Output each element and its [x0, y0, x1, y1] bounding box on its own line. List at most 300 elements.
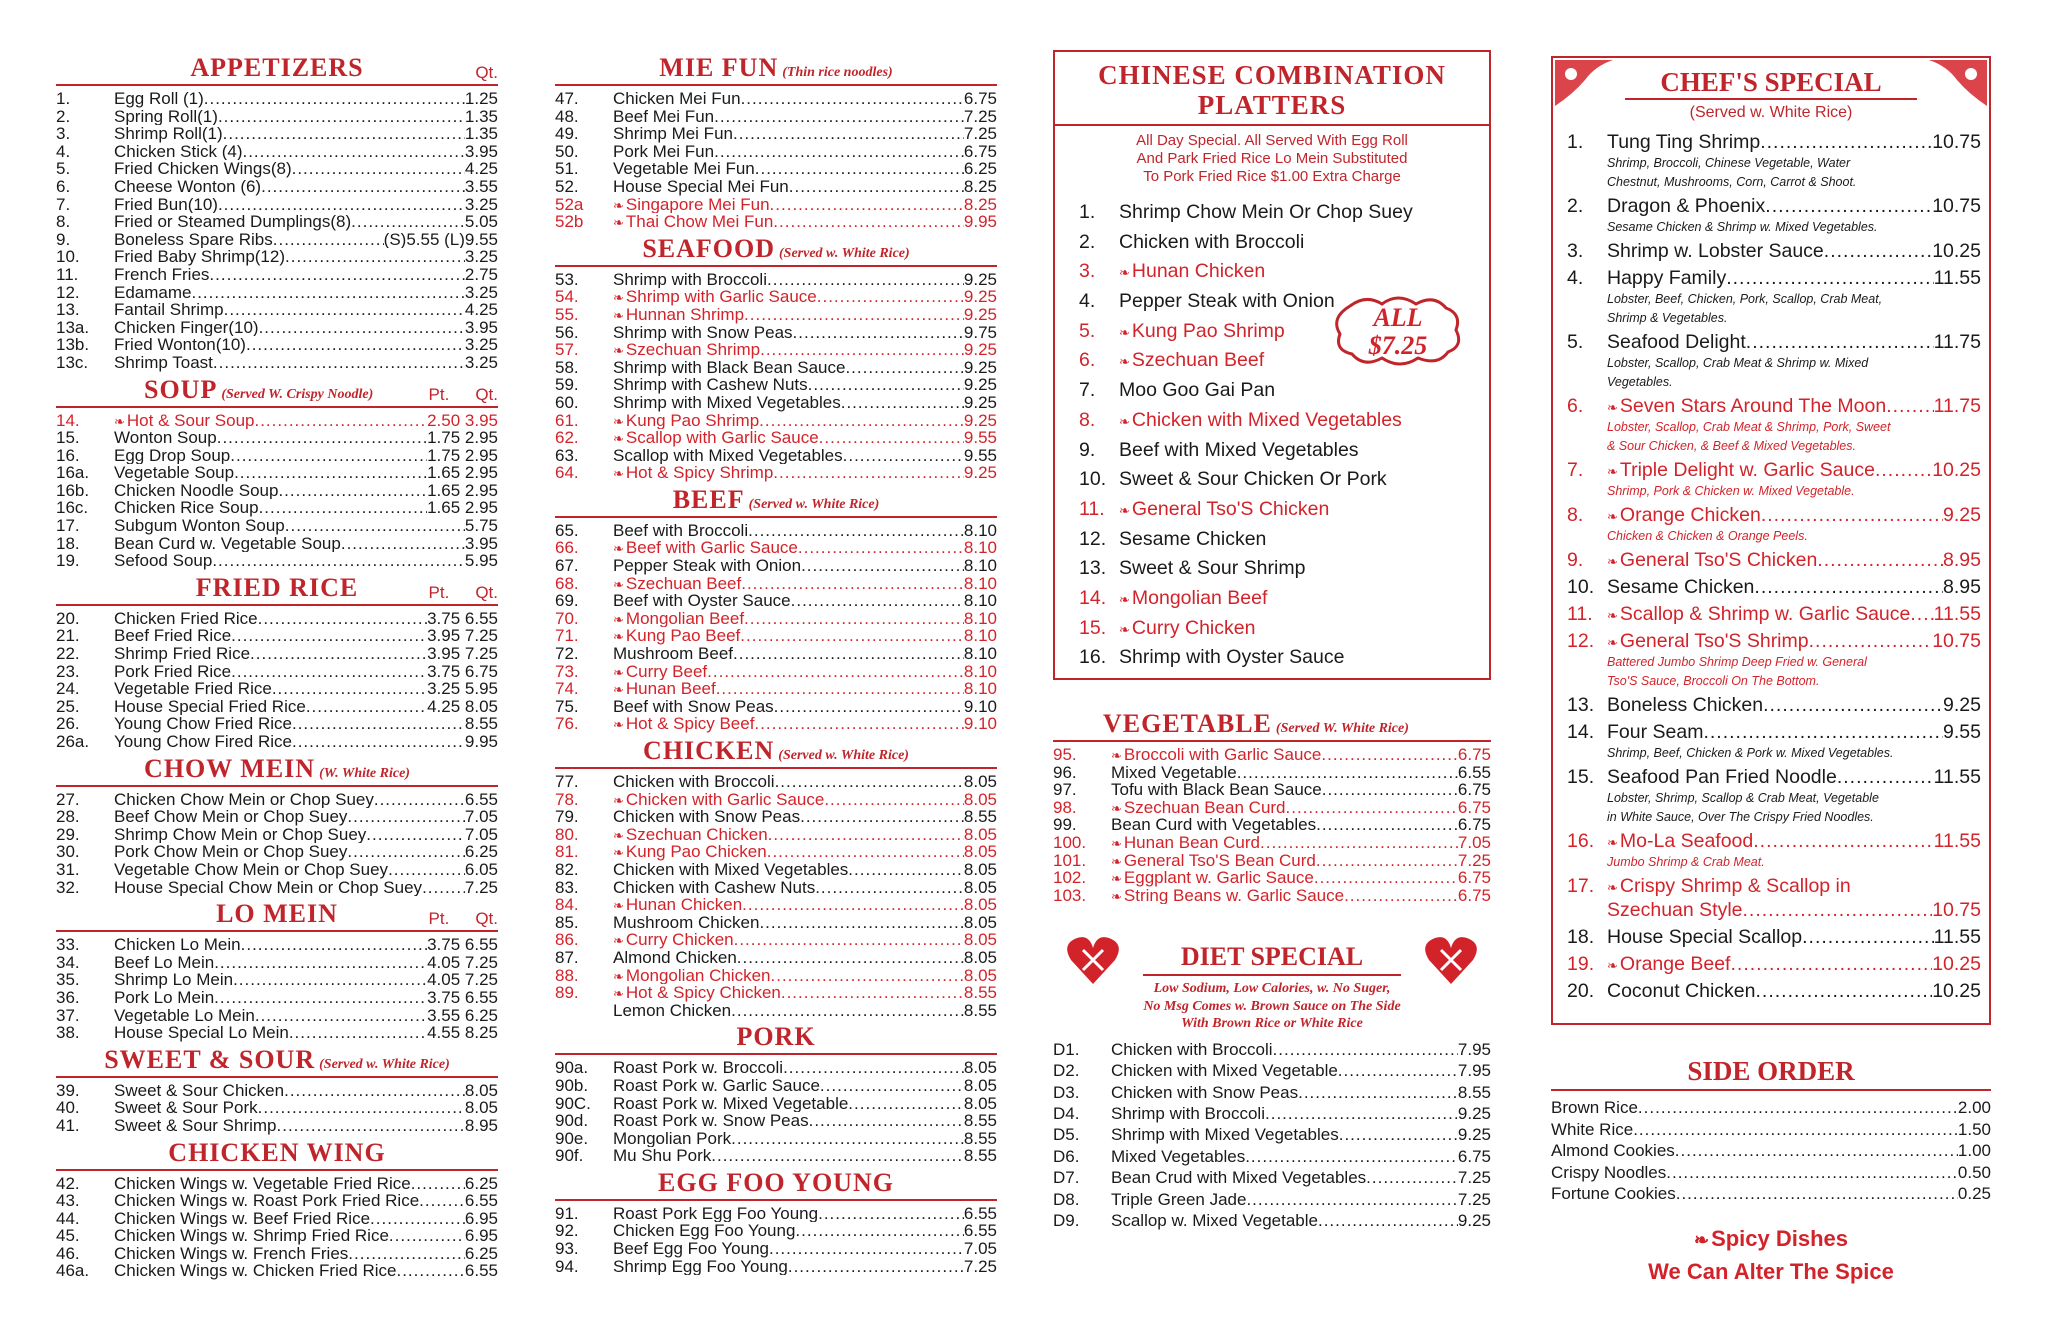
menu-item: [555, 808, 997, 826]
dot-leader: [744, 610, 964, 628]
item-name: House Special Mei Fun: [613, 177, 789, 196]
chili-icon: ❧: [1607, 880, 1618, 895]
chef-item-row: [1567, 548, 1981, 572]
item-number: 54.: [555, 288, 579, 306]
chefs-special-subtitle: (Served w. White Rice): [1689, 104, 1853, 121]
dot-leader: [396, 1262, 464, 1280]
section-note: (Served w. White Rice): [779, 245, 910, 261]
item-number: 13b.: [56, 336, 90, 354]
item-price: 2.00: [1957, 1098, 1991, 1117]
item-number: 79.: [555, 808, 579, 826]
item-price: 8.10: [963, 609, 997, 628]
item-name: Happy Family: [1607, 267, 1727, 289]
chili-icon: ❧: [1607, 554, 1618, 569]
item-name: ❧ Singapore Mei Fun: [613, 195, 770, 214]
dot-leader: [768, 826, 964, 844]
item-price: 8.05: [963, 896, 997, 914]
dot-leader: [1366, 1167, 1458, 1188]
menu-item: [555, 1258, 997, 1276]
item-price: 6.75: [1457, 869, 1491, 887]
item-number: 13a.: [56, 318, 90, 337]
item-price: 2.50 3.95: [427, 411, 498, 430]
item-price: 8.55: [464, 715, 498, 733]
item-name: ❧ Thai Chow Mei Fun: [613, 213, 774, 231]
item-description: Tso'S Sauce, Broccoli On The Bottom.: [1607, 674, 1820, 688]
item-price: 8.55: [963, 1112, 997, 1130]
item-price: 3.55: [464, 177, 498, 196]
item-description: Chicken & Chicken & Orange Peels.: [1607, 529, 1808, 543]
dot-leader: [1761, 503, 1943, 527]
dot-leader: [1765, 194, 1932, 218]
chili-icon: ❧: [1607, 835, 1618, 850]
chef-item: [1567, 765, 1981, 827]
item-price: 8.05: [963, 931, 997, 949]
menu-item: [555, 1205, 997, 1223]
dot-leader: [733, 125, 964, 143]
item-name: Sweet & Sour Pork: [114, 1099, 258, 1117]
chili-icon: ❧: [1111, 835, 1122, 851]
item-number: D2.: [1053, 1061, 1080, 1081]
item-name: Brown Rice: [1551, 1098, 1638, 1117]
menu-item: [555, 1112, 997, 1130]
section-header-chicken: [555, 733, 997, 769]
item-price: 9.25: [963, 341, 997, 359]
item-name-cont: Szechuan Style: [1607, 899, 1743, 921]
chef-item-row: [1567, 458, 1981, 482]
item-number: 16.: [1079, 646, 1107, 669]
dot-leader: [258, 1099, 465, 1117]
platter-item: [1079, 198, 1485, 228]
chicken-list: [555, 773, 997, 1019]
item-number: 7.: [56, 195, 71, 214]
item-number: 90f.: [555, 1147, 584, 1165]
item-price: 8.05: [963, 1094, 997, 1113]
item-number: 13.: [1567, 694, 1595, 716]
menu-item: [56, 791, 498, 809]
dot-leader: [261, 178, 465, 196]
chef-item: [1567, 458, 1981, 501]
dot-leader: [1676, 1183, 1958, 1205]
item-number: D1.: [1053, 1039, 1080, 1059]
item-name: Shrimp with Broccoli: [613, 270, 767, 289]
item-number: D3.: [1053, 1082, 1080, 1102]
menu-item: [56, 535, 498, 553]
item-price: 8.10: [963, 627, 997, 646]
item-name: Chicken Wings w. Roast Pork Fried Rice: [114, 1192, 420, 1210]
item-number: 16c.: [56, 499, 89, 518]
item-number: 95.: [1053, 746, 1077, 764]
item-name: Shrimp w. Lobster Sauce: [1607, 240, 1824, 262]
menu-item: [555, 125, 997, 143]
item-number: 49.: [555, 125, 579, 143]
item-name: Shrimp Chow Mein Or Chop Suey: [1119, 201, 1413, 223]
item-name: ❧ Orange Chicken: [1607, 504, 1761, 526]
platter-item: [1079, 584, 1485, 614]
item-number: D9.: [1053, 1210, 1080, 1230]
menu-item: [56, 989, 498, 1007]
item-number: 18.: [1567, 926, 1595, 948]
menu-item: [555, 791, 997, 809]
price-badge: [1330, 292, 1466, 368]
section-header-chicken-wing: [56, 1135, 498, 1171]
item-price: 9.25: [963, 393, 997, 412]
item-number: 9.: [56, 230, 71, 249]
chef-item: [1567, 548, 1981, 572]
dot-leader: [741, 90, 964, 108]
item-name: Four Seam: [1607, 721, 1704, 743]
chef-item: [1567, 602, 1981, 626]
item-number: 19.: [1567, 953, 1595, 975]
item-name: Roast Pork Egg Foo Young: [613, 1204, 819, 1223]
item-number: 7.: [1079, 379, 1096, 402]
mei-fun-list: [555, 90, 997, 231]
item-number: 16b.: [56, 481, 90, 500]
dot-leader: [841, 394, 964, 412]
item-description: Vegetables.: [1607, 375, 1673, 389]
chef-item: [1567, 575, 1981, 599]
item-number: 38.: [56, 1024, 80, 1042]
item-name: ❧ Hot & Spicy Chicken: [613, 984, 781, 1002]
chili-icon: ❧: [1607, 400, 1618, 415]
menu-item: [1053, 1210, 1491, 1231]
item-number: 52a: [555, 195, 584, 214]
item-price: 9.25: [963, 358, 997, 377]
item-name: ❧ Szechuan Beef: [613, 574, 742, 593]
item-price: 8.10: [963, 662, 997, 681]
item-number: 29.: [56, 825, 80, 844]
chili-icon: ❧: [613, 343, 624, 359]
item-price: 9.55: [963, 429, 997, 447]
item-number: 46.: [56, 1244, 80, 1263]
item-number: 10.: [1567, 576, 1595, 598]
menu-item: [56, 125, 498, 143]
side-item: [1551, 1162, 1991, 1184]
chili-icon: ❧: [613, 197, 624, 213]
item-name: Vegetable Lo Mein: [114, 1006, 255, 1025]
item-name: ❧ Curry Beef: [613, 662, 708, 681]
item-price: 1.00: [1957, 1141, 1991, 1160]
item-price: 8.55: [963, 1147, 997, 1165]
item-name: Shrimp Toast: [114, 353, 213, 372]
item-name: Chicken Finger(10): [114, 318, 259, 337]
ornament-shape: [1555, 60, 1613, 106]
item-number: 74.: [555, 680, 579, 698]
item-number: 1.: [1567, 131, 1584, 153]
item-price: 6.55: [464, 790, 498, 809]
menu-item: [56, 447, 498, 465]
item-number: 2.: [1079, 230, 1096, 253]
menu-item: [555, 178, 997, 196]
corner-ornament-icon: [1555, 60, 1613, 106]
item-number: 73.: [555, 662, 579, 681]
menu-item: [56, 971, 498, 989]
item-name: Chicken with Broccoli: [613, 773, 775, 791]
menu-column-2: [555, 50, 997, 1275]
item-name: Seafood Pan Fried Noodle: [1607, 766, 1837, 788]
dot-leader: [234, 464, 427, 482]
item-price: 6.55: [963, 1222, 997, 1241]
item-name: House Special Lo Mein: [114, 1024, 289, 1042]
chef-item-row: [1567, 720, 1981, 744]
chef-item-row: [1567, 765, 1981, 789]
item-name: Beef Lo Mein: [114, 953, 215, 972]
item-number: 13c.: [56, 353, 89, 372]
menu-item: [56, 663, 498, 681]
item-name: Chicken Wings w. Beef Fried Rice: [114, 1209, 371, 1228]
item-price: 3.95: [464, 318, 498, 337]
item-number: 20.: [56, 609, 80, 628]
dot-leader: [1298, 1082, 1458, 1103]
item-name: Beef Chow Mein or Chop Suey: [114, 808, 348, 826]
chef-item-row: [1567, 239, 1981, 263]
menu-item: [555, 394, 997, 412]
item-name: ❧ String Beans w. Garlic Sauce: [1111, 886, 1345, 905]
item-number: 60.: [555, 393, 579, 412]
item-price: 1.50: [1957, 1119, 1991, 1139]
item-name: Pepper Steak with Onion: [613, 557, 802, 575]
chef-item: [1567, 394, 1981, 456]
menu-item: [1053, 1082, 1491, 1103]
item-price: 1.75 2.95: [427, 446, 498, 465]
item-price: 4.55 8.25: [427, 1024, 498, 1042]
item-number: 84.: [555, 896, 579, 914]
item-price: 8.05: [464, 1099, 498, 1117]
item-name: Chicken Wings w. Chicken Fried Rice: [114, 1262, 397, 1281]
item-number: 44.: [56, 1209, 80, 1228]
item-price: 9.55: [963, 446, 997, 465]
section-note: (Served w. White Rice): [319, 1056, 450, 1072]
item-price: 3.25: [464, 336, 498, 354]
item-number: 1.: [56, 90, 71, 108]
chili-icon: ❧: [613, 664, 624, 680]
menu-item: [1053, 799, 1491, 817]
item-price: 1.65 2.95: [427, 464, 498, 482]
item-price: 8.25: [963, 195, 997, 214]
side-order-title: SIDE ORDER: [1551, 1051, 1991, 1091]
menu-item: [555, 861, 997, 879]
dot-leader: [1817, 548, 1943, 572]
side-item: [1551, 1183, 1991, 1205]
section-title: PORK: [736, 1022, 816, 1052]
chili-icon: ❧: [613, 215, 624, 231]
item-number: 63.: [555, 446, 579, 465]
dot-leader: [795, 1222, 963, 1240]
item-name: Bean Curd with Vegetables: [1111, 816, 1317, 834]
item-price: 3.95: [464, 534, 498, 553]
chili-icon: ❧: [613, 933, 624, 949]
menu-item: [555, 341, 997, 359]
side-item: [1551, 1097, 1991, 1119]
dot-leader: [241, 936, 427, 954]
combination-platters-box: [1053, 50, 1491, 680]
item-price: 3.55 6.25: [427, 1006, 498, 1025]
chili-icon: ❧: [613, 845, 624, 861]
item-name: Pork Chow Mein or Chop Suey: [114, 843, 348, 861]
item-name: Beef with Snow Peas: [613, 697, 774, 716]
item-price: 4.25 8.05: [427, 697, 498, 716]
menu-item: [56, 464, 498, 482]
menu-item: [56, 178, 498, 196]
pork-list: [555, 1059, 997, 1165]
item-price: 3.95: [464, 142, 498, 161]
item-name: Fried Chicken Wings(8): [114, 160, 292, 178]
item-description: Jumbo Shrimp & Crab Meat.: [1607, 855, 1765, 869]
menu-item: [56, 108, 498, 126]
item-number: 72.: [555, 645, 579, 663]
item-name: Subgum Wonton Soup: [114, 517, 285, 535]
item-price: 9.95: [963, 213, 997, 231]
item-number: 58.: [555, 358, 579, 377]
dot-leader: [242, 143, 464, 161]
section-title: EGG FOO YOUNG: [658, 1167, 894, 1197]
item-price: 9.25: [1457, 1104, 1491, 1124]
item-price: 7.25: [963, 125, 997, 143]
item-name: ❧ General Tso'S Chicken: [1607, 549, 1818, 571]
vegetable-list: [1053, 746, 1491, 904]
chili-icon: ❧: [613, 898, 624, 914]
item-price: 6.55: [464, 1192, 498, 1210]
item-number: 17.: [1567, 875, 1595, 897]
item-name: ❧ Hot & Spicy Shrimp: [613, 464, 774, 482]
chef-item-row: [1567, 194, 1981, 218]
dot-leader: [775, 773, 964, 791]
chef-item-row: [1567, 693, 1981, 717]
item-name: Sweet & Sour Chicken: [114, 1081, 285, 1100]
chef-item-row: [1567, 394, 1981, 418]
item-name: Shrimp Roll(1): [114, 125, 223, 143]
dot-leader: [767, 271, 964, 289]
item-number: 90C.: [555, 1094, 591, 1113]
chili-icon: ❧: [613, 307, 624, 323]
menu-item: [56, 627, 498, 645]
dot-leader: [285, 248, 465, 266]
chili-icon: ❧: [613, 682, 624, 698]
menu-item: [555, 447, 997, 465]
chili-icon: ❧: [613, 466, 624, 482]
menu-item: [555, 1059, 997, 1077]
platter-item: [1079, 376, 1485, 406]
item-number: 12.: [1079, 527, 1107, 550]
item-name: Triple Green Jade: [1111, 1189, 1247, 1209]
item-name: Chicken Mei Fun: [613, 90, 741, 108]
chili-icon: ❧: [1607, 635, 1618, 650]
menu-item: [56, 826, 498, 844]
menu-item: [555, 826, 997, 844]
item-name: Mongolian Beef: [1131, 586, 1268, 609]
item-price: 8.05: [963, 966, 997, 985]
item-number: 5.: [56, 160, 71, 178]
menu-column-3: [1053, 50, 1491, 1231]
item-number: 92.: [555, 1222, 579, 1241]
item-price: 9.25: [1457, 1125, 1491, 1145]
item-name: Crispy Noodles: [1551, 1162, 1667, 1182]
menu-item: [555, 967, 997, 985]
item-price: 3.75 6.55: [427, 936, 498, 954]
chef-item-row: [1567, 330, 1981, 354]
item-name: ❧ Mongolian Beef: [613, 609, 745, 628]
item-price: 6.25: [963, 160, 997, 178]
menu-item: [56, 482, 498, 500]
platter-item: [1079, 643, 1485, 673]
chili-icon: ❧: [1607, 958, 1618, 973]
platter-item: [1079, 436, 1485, 466]
item-price: 6.75: [1457, 886, 1491, 905]
menu-item: [56, 266, 498, 284]
item-name: Shrimp with Mixed Vegetables: [1111, 1125, 1339, 1145]
item-price: 8.10: [963, 592, 997, 610]
item-name: Beef with Oyster Sauce: [613, 592, 791, 610]
item-price: 6.75: [1457, 781, 1491, 799]
chili-icon: ❧: [1119, 591, 1130, 607]
dot-leader: [255, 1007, 427, 1025]
item-price: 5.95: [464, 552, 498, 570]
chili-icon: ❧: [613, 792, 624, 808]
dot-leader: [714, 143, 964, 161]
menu-item: [555, 984, 997, 1002]
item-price: 11.55: [1933, 830, 1981, 852]
menu-item: [56, 517, 498, 535]
item-number: 88.: [555, 966, 579, 985]
item-name: Shrimp Egg Foo Young: [613, 1257, 788, 1276]
item-number: 82.: [555, 860, 579, 879]
dot-leader: [1638, 1097, 1958, 1119]
item-number: 14.: [1567, 721, 1595, 743]
dot-leader: [1753, 829, 1933, 853]
item-name: General Tso'S Chicken: [1131, 497, 1330, 520]
column-label: Pt.: [428, 909, 450, 929]
menu-item: [1053, 887, 1491, 905]
item-name: Almond Cookies: [1551, 1141, 1675, 1160]
dot-leader: [250, 645, 427, 663]
item-name: Chicken Wings w. Shrimp Fried Rice: [114, 1227, 389, 1245]
item-name: ❧ Beef with Garlic Sauce: [613, 539, 798, 558]
section-title: LO MEIN: [216, 899, 338, 929]
platters-title-line2: PLATTERS: [1197, 90, 1347, 120]
item-name: ❧ Szechuan Shrimp: [613, 341, 761, 359]
item-number: 61.: [555, 411, 579, 430]
dot-leader: [419, 1192, 465, 1210]
item-name: ❧ Shrimp with Garlic Sauce: [613, 288, 817, 306]
platter-item: [1079, 465, 1485, 495]
item-number: 12.: [1567, 630, 1595, 652]
menu-item: [555, 896, 997, 914]
item-description: Shrimp, Beef, Chicken & Pork w. Mixed Vegetables.: [1607, 746, 1894, 760]
item-name: ❧ Orange Beef: [1607, 953, 1731, 975]
item-number: 40.: [56, 1099, 80, 1117]
chef-item-row: [1567, 952, 1981, 976]
item-price: 7.05: [963, 1240, 997, 1258]
menu-item: [555, 663, 997, 681]
item-number: 59.: [555, 376, 579, 394]
item-price: 10.75: [1932, 131, 1981, 153]
item-number: 100.: [1053, 833, 1087, 852]
item-price: 9.25: [963, 376, 997, 394]
chef-item: [1567, 829, 1981, 872]
dot-leader: [770, 196, 964, 214]
menu-item: [555, 108, 997, 126]
item-number: 1.: [1079, 201, 1096, 223]
section-header-mei-fun: [555, 50, 997, 86]
chef-item: [1567, 266, 1981, 328]
menu-item: [56, 429, 498, 447]
item-name: Szechuan Beef: [1131, 349, 1265, 372]
menu-item: [555, 715, 997, 733]
item-name: Chicken with Mixed Vegetable: [1111, 1061, 1338, 1081]
section-title: FRIED RICE: [195, 572, 359, 602]
item-name: Young Chow Fired Rice: [114, 733, 292, 751]
item-price: 2.75: [464, 265, 498, 284]
chili-icon: ❧: [1119, 502, 1130, 518]
